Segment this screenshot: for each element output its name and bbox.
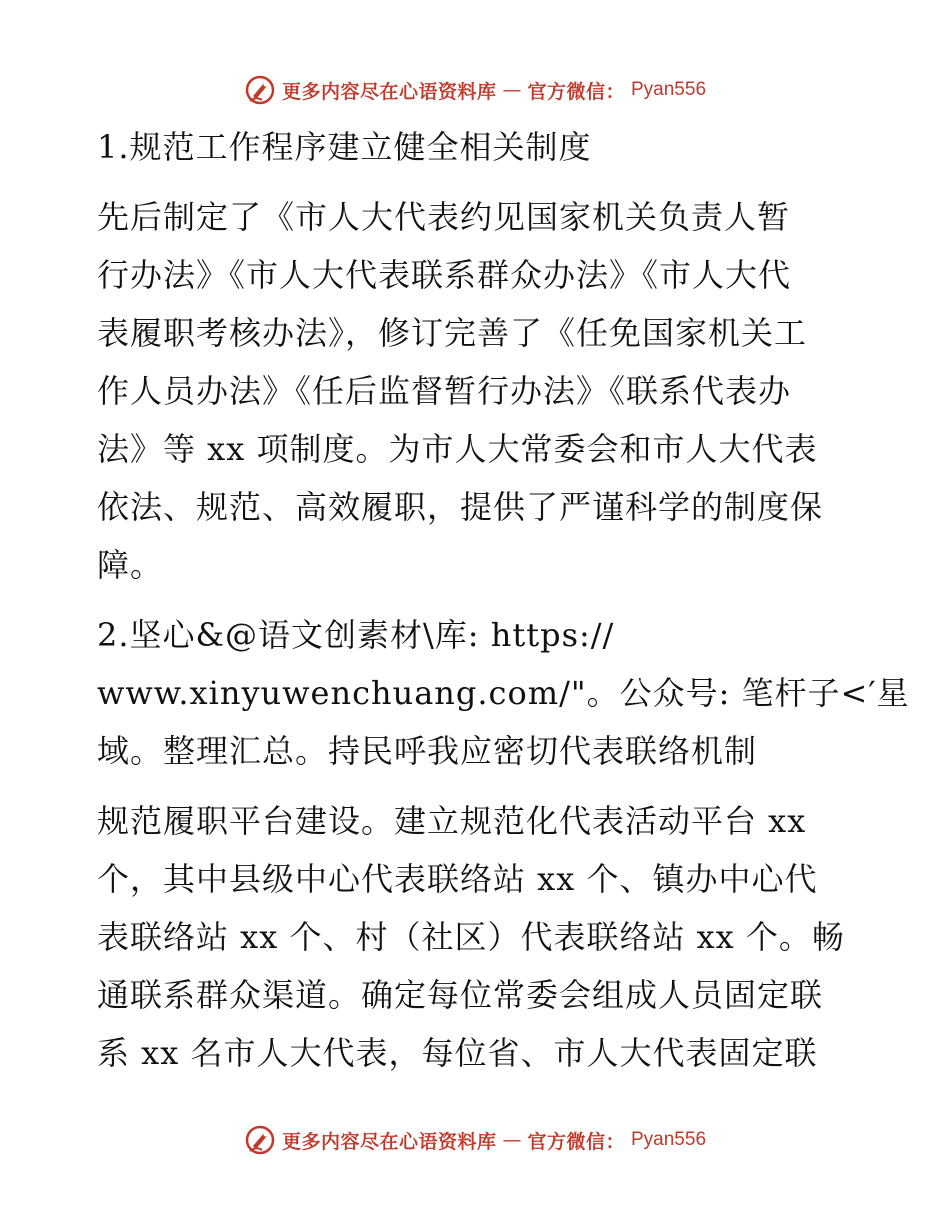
paragraph-line: 先后制定了《市人大代表约见国家机关负责人暂 (97, 198, 791, 236)
heading-line: www.xinyuwenchuang.com/"。公众号: 笔杆子<′星 (97, 674, 910, 712)
brand-logo-icon (244, 1124, 276, 1156)
document-body (97, 118, 910, 1082)
heading-line: 域。整理汇总。持民呼我应密切代表联络机制 (97, 732, 758, 770)
paragraph-line: 行办法》《市人大代表联系群众办法》《市人大代 (97, 256, 792, 294)
paragraph-line: 规范履职平台建设。建立规范化代表活动平台 xx (97, 802, 807, 840)
paragraph-line: 作人员办法》《任后监督暂行办法》《联系代表办 (97, 372, 792, 410)
watermark-wechat-id: Pyan556 (631, 79, 707, 100)
paragraph-line: 法》等 xx 项制度。为市人大常委会和市人大代表 (97, 430, 818, 468)
paragraph-line: 依法、规范、高效履职，提供了严谨科学的制度保 (97, 488, 824, 526)
watermark-separator: — (502, 1129, 522, 1151)
section1-heading: 1.规范工作程序建立健全相关制度 (97, 128, 592, 166)
watermark-wechat-id: Pyan556 (631, 1129, 707, 1150)
watermark-official-label: 官方微信： (527, 1130, 625, 1153)
paragraph-line: 表履职考核办法》，修订完善了《任免国家机关工 (97, 314, 808, 352)
watermark-banner-top (0, 70, 950, 110)
paragraph-line: 障。 (97, 546, 164, 584)
watermark-text: 更多内容尽在心语资料库 (281, 80, 497, 103)
paragraph-line: 通联系群众渠道。确定每位常委会组成人员固定联 (97, 976, 824, 1014)
watermark-official-label: 官方微信： (527, 80, 625, 103)
brand-logo-icon (244, 74, 276, 106)
paragraph-line: 个，其中县级中心代表联络站 xx 个、镇办中心代 (97, 860, 818, 898)
watermark-text: 更多内容尽在心语资料库 (281, 1130, 497, 1153)
section2-heading (97, 606, 910, 780)
section2-paragraph (97, 792, 857, 1082)
watermark-banner-bottom (0, 1120, 950, 1160)
paragraph-line: 系 xx 名市人大代表，每位省、市人大代表固定联 (97, 1034, 818, 1072)
paragraph-line: 表联络站 xx 个、村（社区）代表联络站 xx 个。畅 (97, 918, 845, 956)
section1-paragraph (97, 188, 857, 594)
heading-line: 2.坚心&@语文创素材\库: https:// (97, 616, 615, 654)
watermark-separator: — (502, 79, 522, 101)
